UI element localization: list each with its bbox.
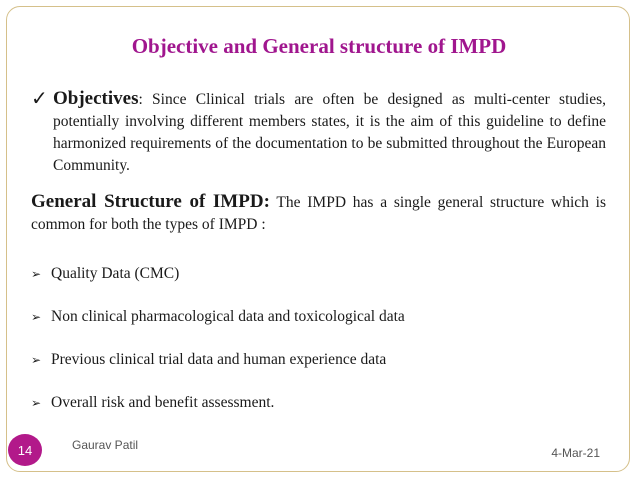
general-structure-text: The IMPD has a single general structure which is common for both the types of IMPD : — [31, 194, 606, 233]
list-item — [31, 392, 606, 435]
objectives-paragraph — [31, 88, 606, 177]
arrow-bullet-icon: ➢ — [31, 267, 42, 281]
list-item — [31, 263, 606, 306]
footer-author: Gaurav Patil — [72, 438, 139, 452]
objectives-heading: Objectives — [53, 88, 139, 109]
general-structure-paragraph — [31, 191, 606, 236]
slide-body — [31, 88, 606, 236]
bullet-text: Previous clinical trial data and human experience data — [51, 351, 387, 368]
arrow-bullet-icon: ➢ — [31, 310, 42, 324]
list-item — [31, 306, 606, 349]
page-number-badge: 14 — [8, 434, 42, 466]
slide-title: Objective and General structure of IMPD — [131, 34, 507, 58]
list-item — [31, 349, 606, 392]
objectives-text: : Since Clinical trials are often be designed as multi-center studies, potentially involving different members states, it is the aim of this guideline to define harmonized requirements of the documentation to be submitted throughout the European Community. — [53, 91, 606, 174]
bullet-text: Quality Data (CMC) — [51, 265, 180, 282]
footer-date: 4-Mar-21 — [551, 446, 600, 460]
arrow-bullet-icon: ➢ — [31, 353, 42, 367]
bullet-text: Overall risk and benefit assessment. — [51, 394, 275, 411]
objectives-text-block — [53, 88, 606, 177]
arrow-bullet-icon: ➢ — [31, 396, 42, 410]
bullet-text: Non clinical pharmacological data and toxicological data — [51, 308, 405, 325]
check-mark-icon: ✓ — [31, 88, 48, 110]
general-structure-heading: General Structure of IMPD: — [31, 191, 270, 212]
structure-bullet-list — [31, 263, 606, 435]
